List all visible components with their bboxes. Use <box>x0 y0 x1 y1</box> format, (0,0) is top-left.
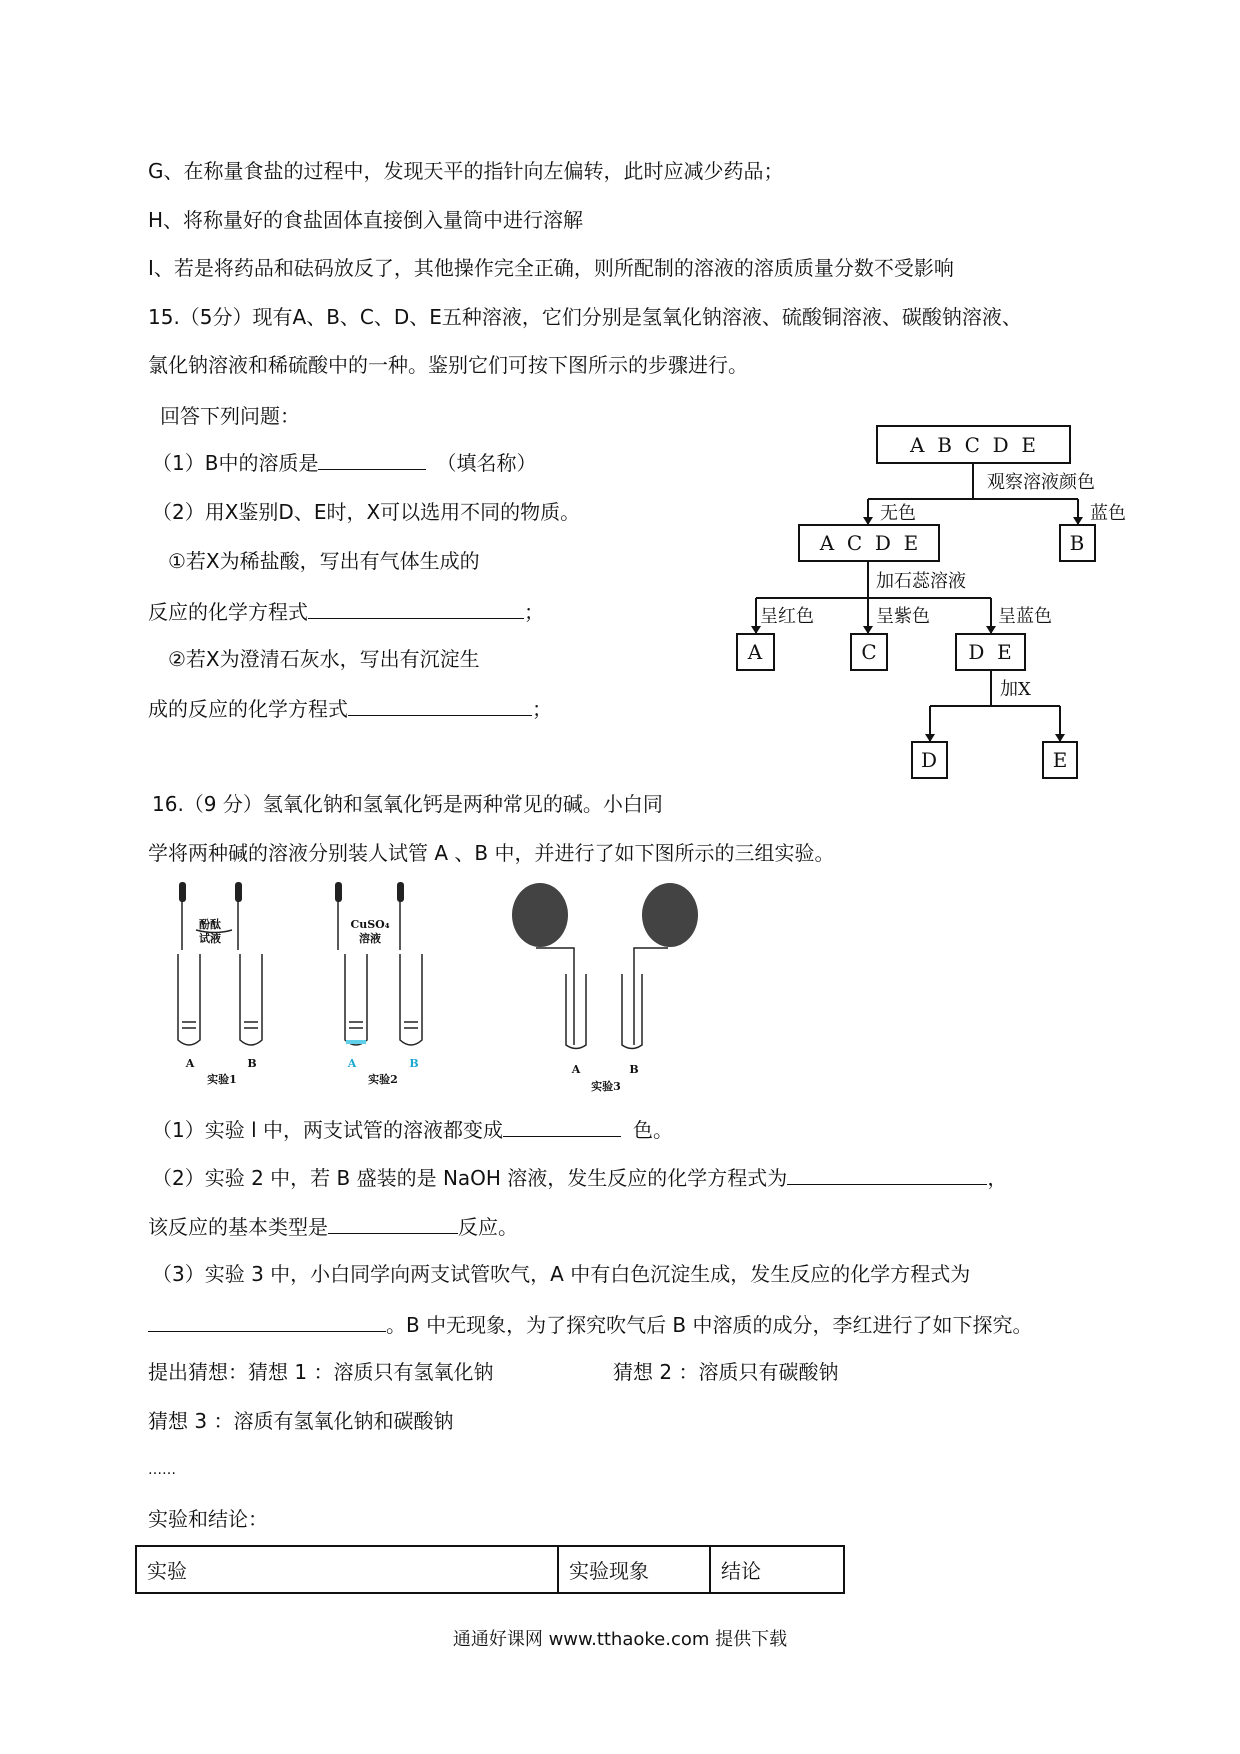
answer-blank[interactable] <box>787 1164 987 1185</box>
label-d: D <box>920 748 938 772</box>
guess-1: 提出猜想：猜想 1 ：溶质只有氢氧化钠 <box>148 1360 494 1384</box>
experiment-2-caption: 实验2 <box>368 1073 398 1086</box>
label-purple: 呈紫色 <box>876 606 930 627</box>
q15-2-a2-text: 反应的化学方程式 <box>148 600 308 624</box>
label-e: E <box>1052 748 1068 772</box>
label-blue: 蓝色 <box>1090 503 1126 524</box>
experiment-3-caption: 实验3 <box>591 1080 621 1093</box>
label-acde: A C D E <box>819 531 919 555</box>
question-15-line1: 15.（5分）现有A、B、C、D、E五种溶液，它们分别是氢氧化钠溶液、硫酸铜溶液、碳酸钠溶液、 <box>148 305 1022 329</box>
question-16-line2: 学将两种碱的溶液分别装人试管 A 、B 中，并进行了如下图所示的三组实验。 <box>148 841 835 865</box>
experiment-conclusion-heading: 实验和结论： <box>148 1507 268 1531</box>
option-h: H、将称量好的食盐固体直接倒入量筒中进行溶解 <box>148 208 584 232</box>
tube-a-label: A <box>571 1063 581 1076</box>
answer-blank[interactable] <box>503 1116 621 1137</box>
label-add-litmus: 加石蕊溶液 <box>876 571 966 592</box>
reagent-solution: 溶液 <box>359 932 381 945</box>
guess-2: 猜想 2 ：溶质只有碳酸钠 <box>613 1360 839 1384</box>
q15-2-a1: ①若X为稀盐酸，写出有气体生成的 <box>168 549 480 573</box>
q16-1 <box>152 1116 673 1143</box>
question-15-line2: 氯化钠溶液和稀硫酸中的一种。鉴别它们可按下图所示的步骤进行。 <box>148 353 748 377</box>
q15-2: （2）用X鉴别D、E时，X可以选用不同的物质。 <box>152 500 581 524</box>
header-conclusion: 结论 <box>710 1546 844 1593</box>
label-c: C <box>861 640 877 664</box>
label-add-x: 加X <box>1000 679 1031 700</box>
label-observe-color: 观察溶液颜色 <box>987 472 1095 493</box>
q16-1-text: （1）实验 l 中，两支试管的溶液都变成 <box>152 1118 503 1142</box>
tube-b-label: B <box>409 1057 419 1070</box>
reagent-solution: 试液 <box>199 932 221 945</box>
q15-2-b1: ②若X为澄清石灰水，写出有沉淀生 <box>168 647 480 671</box>
label-de: D E <box>968 640 1012 664</box>
tube-b-label: B <box>629 1063 639 1076</box>
q16-2-type-text: 该反应的基本类型是 <box>148 1215 328 1239</box>
table-header-row <box>136 1546 844 1593</box>
punct: ； <box>524 600 544 624</box>
q16-1-suffix: 色。 <box>633 1118 673 1142</box>
label-colorless: 无色 <box>880 503 916 524</box>
tube-b-label: B <box>247 1057 257 1070</box>
q16-2 <box>152 1164 1007 1191</box>
punct: ， <box>987 1166 1008 1190</box>
punct: ； <box>532 697 552 721</box>
reagent-cuso4: CuSO₄ <box>350 918 390 931</box>
header-experiment: 实验 <box>136 1546 558 1593</box>
q16-2-text: （2）实验 2 中，若 B 盛装的是 NaOH 溶液，发生反应的化学方程式为 <box>152 1166 788 1190</box>
q16-2-type <box>148 1213 518 1240</box>
q16-3-cont-text: 。B 中无现象，为了探究吹气后 B 中溶质的成分，李红进行了如下探究。 <box>386 1313 1033 1337</box>
reagent-phenolphthalein: 酚酞 <box>199 918 221 931</box>
answer-blank[interactable] <box>148 1311 386 1332</box>
q15-2-b2-text: 成的反应的化学方程式 <box>148 697 348 721</box>
ellipsis: …… <box>148 1462 176 1478</box>
option-i: I、若是将药品和砝码放反了，其他操作完全正确，则所配制的溶液的溶质质量分数不受影响 <box>148 256 954 280</box>
label-blue-litmus: 呈蓝色 <box>998 606 1052 627</box>
q16-3: （3）实验 3 中，小白同学向两支试管吹气，A 中有白色沉淀生成，发生反应的化学方程式为 <box>152 1262 971 1286</box>
footer-source: 通通好课网 www.tthaoke.com 提供下载 <box>452 1629 788 1650</box>
header-phenomenon: 实验现象 <box>558 1546 710 1593</box>
q16-3-cont <box>148 1311 1033 1338</box>
q16-2-type-suffix: 反应。 <box>458 1215 518 1239</box>
label-red: 呈红色 <box>760 606 814 627</box>
tube-a-label: A <box>347 1057 357 1070</box>
question-16-line1: 16.（9 分）氢氧化钠和氢氧化钙是两种常见的碱。小白同 <box>152 792 663 816</box>
answer-prompt: 回答下列问题： <box>160 404 300 428</box>
q15-1-hint: （填名称） <box>436 451 537 475</box>
q15-1-text: （1）B中的溶质是 <box>152 451 319 475</box>
label-a: A <box>747 640 763 664</box>
answer-blank[interactable] <box>328 1213 458 1234</box>
experiment-1-caption: 实验1 <box>207 1073 237 1086</box>
tube-a-label: A <box>185 1057 195 1070</box>
experiment-table <box>135 1545 845 1594</box>
option-g: G、在称量食盐的过程中，发现天平的指针向左偏转，此时应减少药品； <box>148 159 784 183</box>
label-b: B <box>1069 531 1085 555</box>
guess-3: 猜想 3 ：溶质有氢氧化钠和碳酸钠 <box>148 1409 454 1433</box>
label-abcde: A B C D E <box>910 433 1036 457</box>
